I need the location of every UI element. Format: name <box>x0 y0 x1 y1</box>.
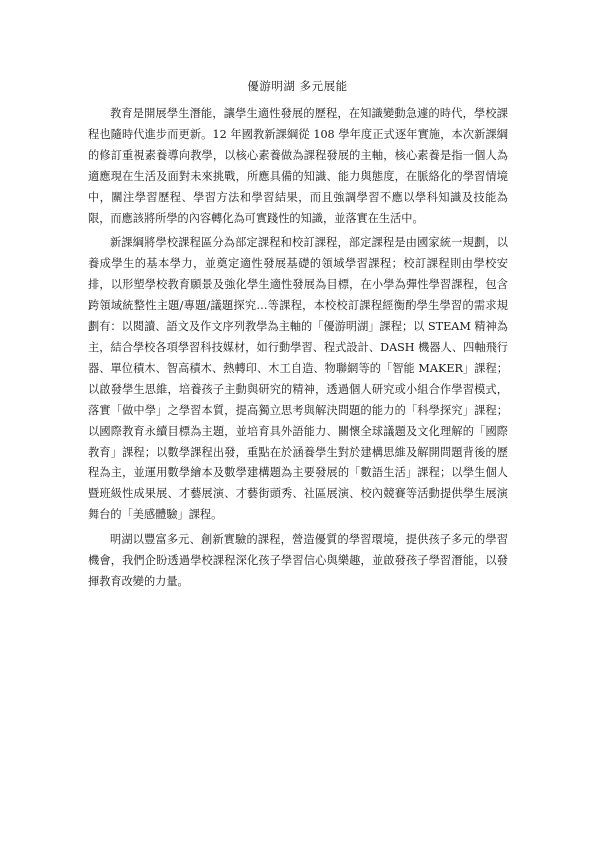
paragraph-curriculum: 新課綱將學校課程區分為部定課程和校訂課程，部定課程是由國家統一規劃，以養成學生的基本學力，並奠定適性發展基礎的領域學習課程；校訂課程則由學校安排，以形塑學校教育願景及強化學生適性發展為目標，在小學為彈性學習課程，包含跨領域統整性主題/專題/議題探究…等課程，本校校訂課程經衡酌學生學習的需求規劃有：以閱讀、語文及作文序列教學為主軸的「優游明湖」課程；以 STEAM 精神為主，結合學校各項學習科技媒材，如行動學習、程式設計、DASH 機器人、四軸飛行器、單位積木、智高積木、熱轉印、木工自造、物聯網等的「智能 MAKER」課程；以啟發學生思維，培養孩子主動與研究的精神，透過個人研究或小組合作學習模式，落實「做中學」之學習本質，提高獨立思考與解決問題的能力的「科學探究」課程；以國際教育永續目標為主題，並培育具外語能力、關懷全球議題及文化理解的「國際教育」課程；以數學課程出發，重點在於涵養學生對於建構思維及解開問題背後的歷程為主，並運用數學繪本及數學建構題為主要發展的「數語生活」課程；以學生個人暨班級性成果展、才藝展演、才藝街頭秀、社區展演、校內競賽等活動提供學生展演舞台的「美感體驗」課程。 <box>88 236 508 522</box>
document-body <box>88 104 508 597</box>
paragraph-intro: 教育是開展學生潛能，讓學生適性發展的歷程，在知識變動急遽的時代，學校課程也隨時代進步而更新。12 年國教新課綱從 108 學年度正式逐年實施，本次新課綱的修訂重視素養導向教學，以核心素養做為課程發展的主軸，核心素養是指一個人為適應現在生活及面對未來挑戰，所應具備的知識、能力與態度，在脈絡化的學習情境中，關注學習歷程、學習方法和學習結果，而且強調學習不應以學科知識及技能為限，而應該將所學的內容轉化為可實踐性的知識，並落實在生活中。 <box>88 107 508 225</box>
document-title: 優游明湖 多元展能 <box>247 79 348 93</box>
paragraph-conclusion: 明湖以豐富多元、創新實驗的課程，營造優質的學習環境，提供孩子多元的學習機會，我們企盼透過學校課程深化孩子學習信心與樂趣，並啟發孩子學習潛能，以發揮教育改變的力量。 <box>88 533 508 588</box>
